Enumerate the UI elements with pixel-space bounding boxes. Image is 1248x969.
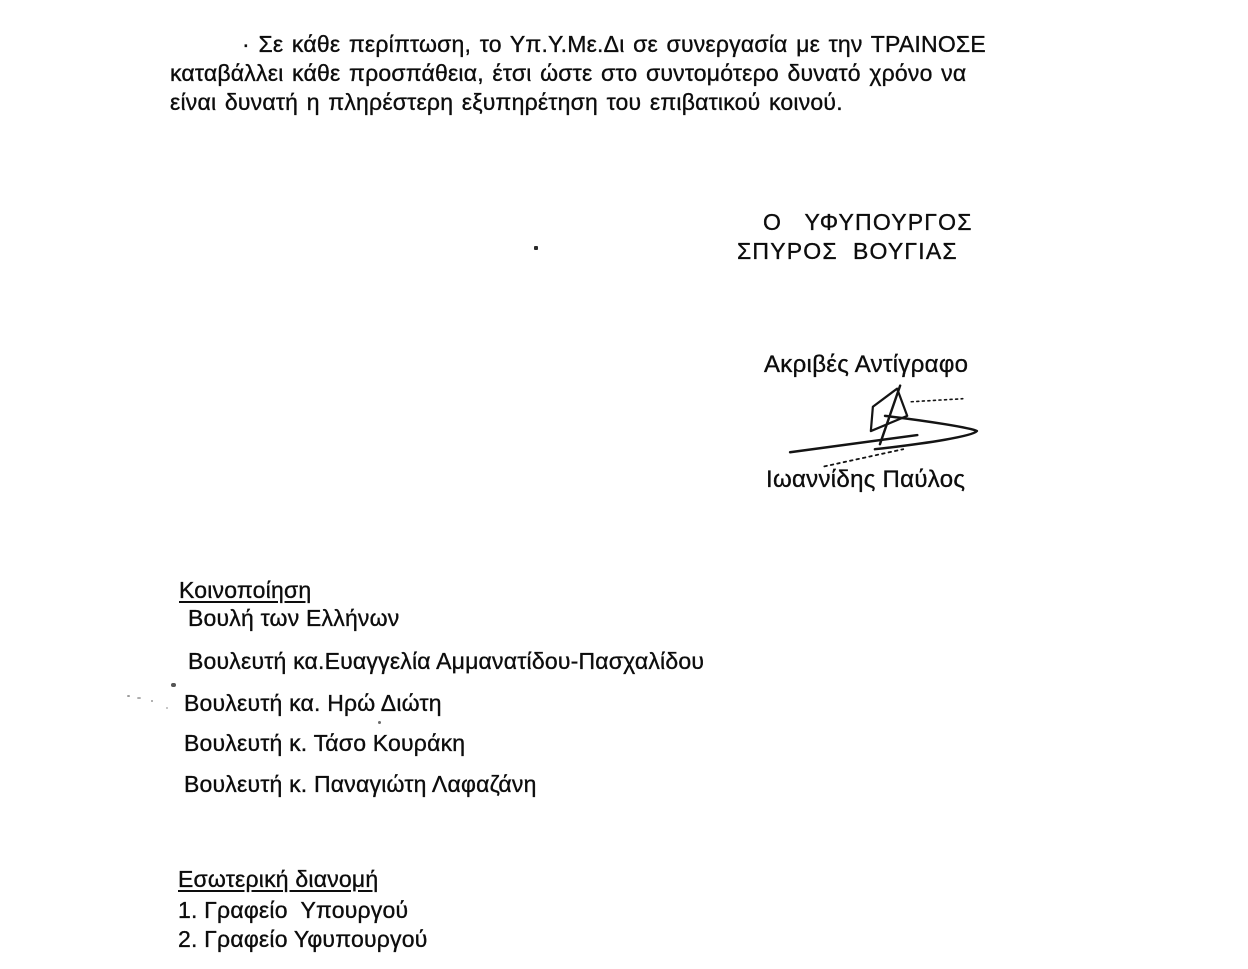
scan-artifact-speckle — [137, 697, 141, 699]
scan-artifact-speckle — [166, 707, 168, 709]
scan-artifact-speckle — [127, 695, 130, 697]
certified-copy-label: Ακριβές Αντίγραφο — [764, 351, 969, 378]
distribution-item: Βουλή των Ελλήνων — [188, 605, 400, 631]
signatory-title: Ο ΥΦΥΠΟΥΡΓΟΣ — [763, 209, 973, 235]
internal-distribution-item: 2. Γραφείο Υφυπουργού — [178, 926, 428, 952]
distribution-item: Βουλευτή κα.Ευαγγελία Αμμανατίδου-Πασχαλίδου — [188, 648, 705, 674]
distribution-item: Βουλευτή κ. Παναγιώτη Λαφαζάνη — [184, 771, 537, 797]
scan-artifact-speckle — [151, 700, 153, 702]
distribution-item: Βουλευτή κ. Τάσο Κουράκη — [184, 730, 466, 756]
body-paragraph-line-1: · Σε κάθε περίπτωση, το Υπ.Υ.Με.Δι σε συνεργασία με την ΤΡΑΙΝΟΣΕ — [242, 31, 986, 57]
scan-artifact-dot — [534, 246, 538, 250]
scan-artifact-speckle — [171, 683, 176, 687]
distribution-item: Βουλευτή κα. Ηρώ Διώτη — [184, 690, 442, 716]
internal-distribution-heading: Εσωτερική διανομή — [178, 866, 379, 892]
handwritten-signature-icon — [786, 384, 986, 470]
body-paragraph-line-3: είναι δυνατή η πληρέστερη εξυπηρέτηση του επιβατικού κοινού. — [170, 88, 843, 115]
certifier-name: Ιωαννίδης Παύλος — [766, 466, 966, 493]
scan-artifact-dot — [378, 721, 381, 724]
body-paragraph — [170, 30, 1086, 116]
internal-distribution-item: 1. Γραφείο Υπουργού — [178, 897, 409, 923]
distribution-heading: Κοινοποίηση — [179, 577, 312, 603]
signatory-name: ΣΠΥΡΟΣ ΒΟΥΓΙΑΣ — [737, 238, 958, 264]
body-paragraph-line-2: καταβάλλει κάθε προσπάθεια, έτσι ώστε στο συντομότερο δυνατό χρόνο να — [170, 59, 967, 86]
